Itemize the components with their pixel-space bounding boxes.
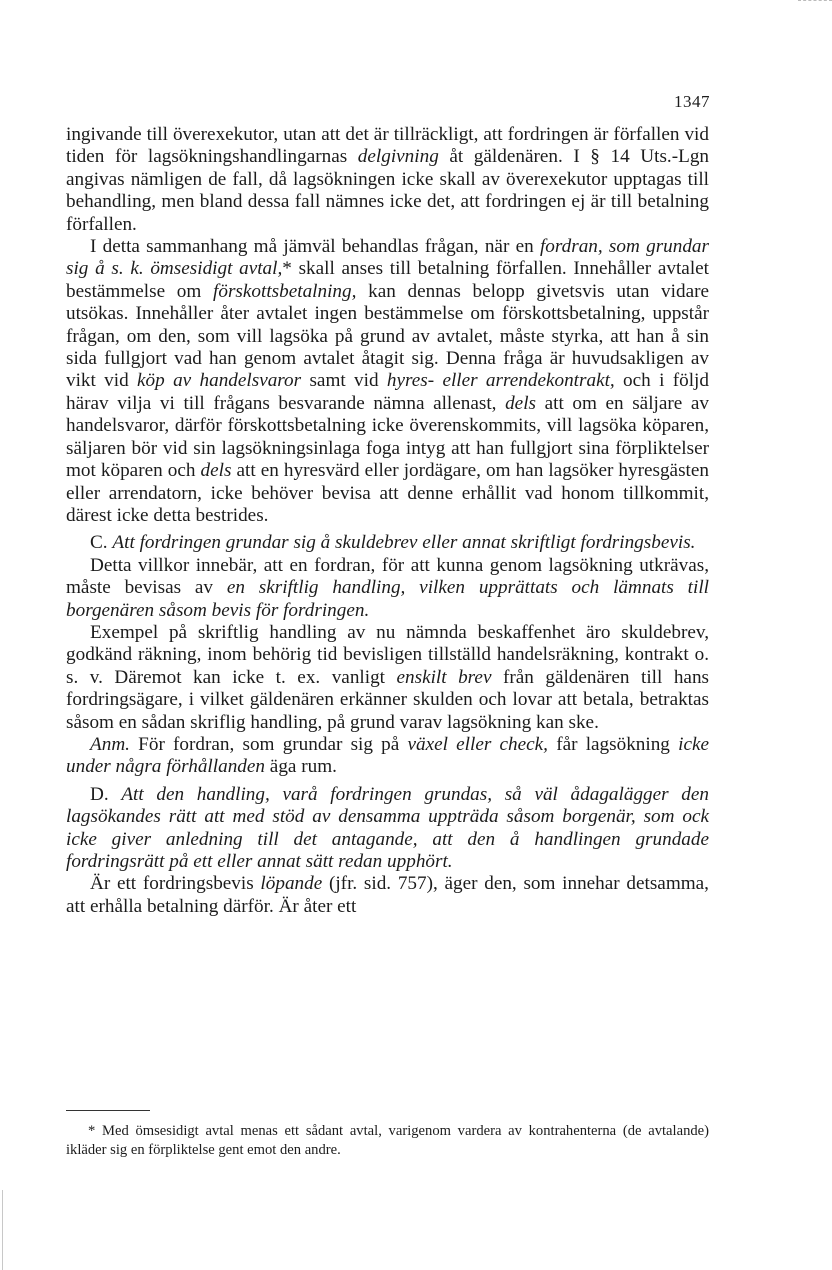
text-run: och i följd härav vilja vi till frågans besvarande nämna allenast, [66,370,709,414]
italic-text: fordran, som grundar sig å s. k. ömsesidigt avtal, [66,236,709,280]
section-heading [66,784,709,874]
italic-text: Anm. [90,733,130,755]
italic-text: en skriftlig handling, vilken upprättats och lämnats till borgenären såsom bevis för fordringen. [66,577,710,621]
text-run: I detta sammanhang må jämväl behandlas frågan, när en [90,236,540,258]
text-run: att en hyresvärd eller jordägare, om han lagsöker hyresgästen eller arrendatorn, icke behöver bevisa att denne erhållit vad honom tillkommit, därest icke detta bestrides. [66,460,709,526]
text-run: att om en säljare av handelsvaror, därför förskottsbetalning icke överenskommits, vill lagsöka köparen, säljaren bör vid sin lagsökningsinlaga foga intyg att han fullgjort sina förpliktelser mot köparen och [66,392,709,482]
italic-text: enskilt brev [396,666,492,688]
italic-text: hyres- eller arrendekontrakt, [386,370,615,392]
italic-text: växel eller check, [407,733,548,755]
text-run: Exempel på skriftlig handling av nu nämnda beskaffenhet äro skuldebrev, godkänd räkning, inom behörig tid bevisligen tillställd handelsräkning, kontrakt o. s. v. Däremot kan icke t. ex. vanligt [66,621,709,688]
scan-edge-line [2,1190,3,1270]
page-number: 1347 [674,92,710,111]
italic-text: dels [200,460,232,482]
text-run: åt gäldenären. I § 14 Uts.-Lgn angivas nämligen de fall, då lagsökningen icke skall av överexekutor upptagas till behandling, men bland dessa fall nämnes icke det, att fordringen ej är till betalning förfallen. [66,146,710,235]
text-run: (jfr. sid. 757), äger den, som innehar detsamma, att erhålla betalning därför. Är åter ett [66,873,709,917]
footnote: * Med ömsesidigt avtal menas ett sådant avtal, varigenom vardera av kontrahenterna (de avtalande) ikläder sig en förpliktelse gent emot den andre. [66,1123,709,1158]
italic-text: dels [505,392,536,414]
paragraph [66,236,709,527]
paragraph [66,873,709,918]
paragraph [66,555,709,622]
italic-text: köp av handelsvaror [137,370,302,392]
scan-edge-mark [798,0,832,2]
italic-text: löpande [260,873,323,895]
footnote-divider [66,1110,150,1111]
text-run: För fordran, som grundar sig på [129,733,408,755]
section-heading [66,532,709,554]
text-run: kan dennas belopp givetsvis utan vidare utsökas. Innehåller åter avtalet ingen bestämmelse om förskottsbetalning, uppstår frågan, om den, som vill lagsöka på grund av avtalet, måste styrka, att han å sin sida fullgjort vad han genom avtalet åtagit sig. Denna fråga är huvudsakligen av vikt vid [66,280,709,392]
text-run: samt vid [301,370,387,392]
text-run: * skall anses till betalning förfallen. Innehåller avtalet bestämmelse om [66,258,710,302]
italic-text: Att den handling, varå fordringen grundas, så väl ådagalägger den lagsökandes rätt att med stöd av densamma uppträda såsom borgenär, som ock icke giver anledning till det antagande, att den å handlingen grundade fordringsrätt på ett eller annat sätt redan upphört. [66,783,709,872]
italic-text: förskottsbetalning, [213,280,357,302]
italic-text: delgivning [357,146,439,168]
italic-text: icke under några förhållanden [66,733,709,778]
paragraph [66,734,709,779]
text-run: Är ett fordringsbevis [90,873,261,895]
paragraph [66,124,709,236]
text-run: äga rum. [265,756,337,778]
text-run: ingivande till överexekutor, utan att det är tillräckligt, att fordringen är förfallen vid tiden för lagsökningshandlingarnas [66,124,709,168]
text-run: från gäldenären till hans fordringsägare, i vilket gäldenären erkänner skulden och lovar att betala, betraktas såsom en sådan skriflig handling, på grund varav lagsökning kan ske. [66,666,709,733]
paragraph [66,622,709,734]
text-run: D. [90,783,122,805]
text-run: får lagsökning [547,733,679,755]
italic-text: Att fordringen grundar sig å skuldebrev eller annat skriftligt fordringsbevis. [112,532,696,554]
text-run: C. [90,532,113,554]
body-text [66,124,709,918]
text-run: Detta villkor innebär, att en fordran, för att kunna genom lagsökning utkrävas, måste bevisas av [66,554,709,599]
